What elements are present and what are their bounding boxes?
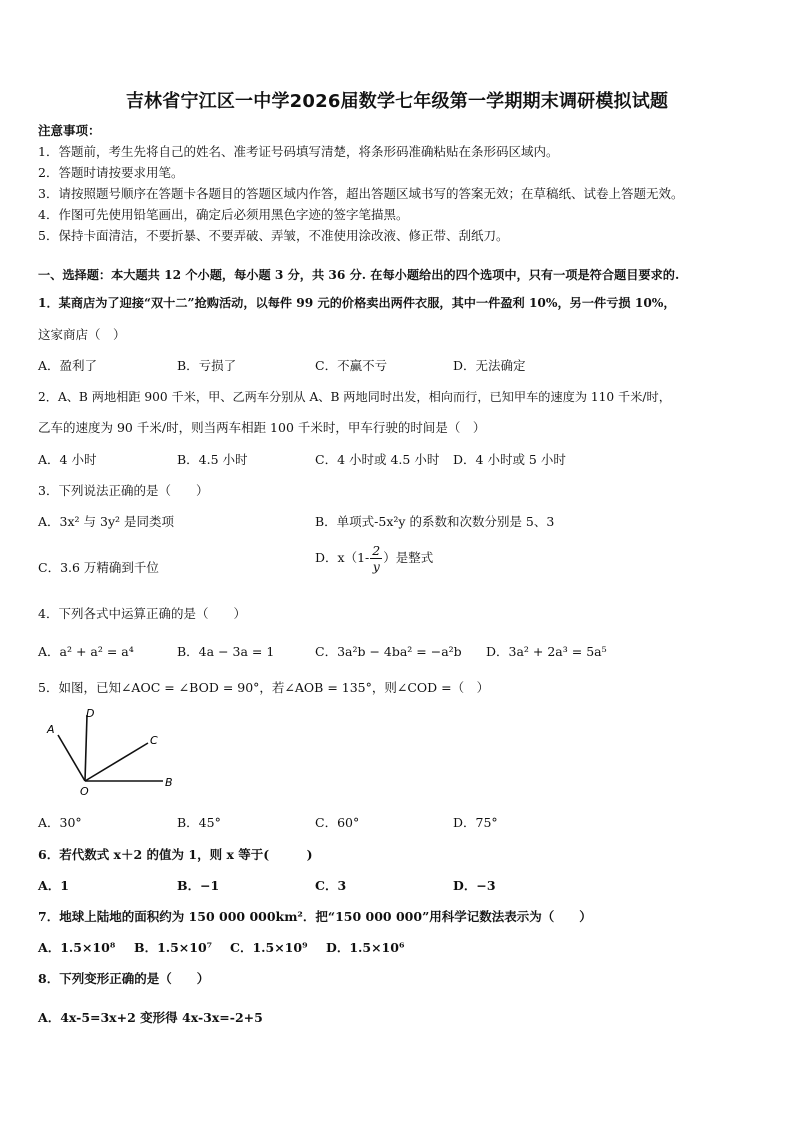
q7-option-b: B．1.5×10⁷ [134,940,213,955]
q3-option-c: C．3.6 万精确到千位 [38,560,159,575]
label-d: D [86,707,95,720]
notice-item: 5．保持卡面清洁，不要折暴、不要弄破、弄皱，不准使用涂改液、修正带、刮纸刀。 [38,228,509,243]
notice-heading: 注意事项： [38,123,101,138]
notice-item: 3．请按照题号顺序在答题卡各题目的答题区域内作答，超出答题区域书写的答案无效；在草稿纸、试卷上答题无效。 [38,186,684,201]
q6-option-a: A．1 [38,878,69,893]
page-title: 吉林省宁江区一中学2026届数学七年级第一学期期末调研模拟试题 [125,91,669,112]
q1-option-d: D．无法确定 [453,358,526,373]
ray-oc [85,743,148,781]
question-2-stem: 2．A、B 两地相距 900 千米，甲、乙两车分别从 A、B 两地同时出发，相向而行，已知甲车的速度为 110 千米/时， [38,390,671,404]
q8-option-a: A．4x-5=3x+2 变形得 4x-3x=-2+5 [38,1010,263,1025]
q5-option-d: D．75° [453,815,498,830]
q6-option-d: D．−3 [453,878,496,893]
q5-option-c: C．60° [315,815,360,830]
q5-option-b: B．45° [177,815,221,830]
q1-option-b: B．亏损了 [177,358,237,373]
fraction-denominator: y [372,559,380,574]
q3-option-d-prefix: D．x（1- [315,550,370,565]
q3-option-d-suffix: ）是整式 [383,550,434,565]
section-heading: 一、选择题：本大题共 12 个小题，每小题 3 分，共 36 分. 在每小题给出的四个选项中，只有一项是符合题目要求的. [38,268,680,282]
q3-option-a: A．3x² 与 3y² 是同类项 [38,514,174,529]
question-1-stem: 1．某商店为了迎接“双十二”抢购活动，以每件 99 元的价格卖出两件衣服，其中一件盈利 10%，另一件亏损 10%， [38,296,676,310]
q6-option-b: B．−1 [177,878,220,893]
q3-option-d-fraction [370,543,382,574]
q2-option-c: C．4 小时或 4.5 小时 [315,452,440,467]
ray-oa [58,735,85,781]
q5-option-a: A．30° [38,815,82,830]
q7-option-c: C．1.5×10⁹ [230,940,308,955]
q1-option-c: C．不赢不亏 [315,358,388,373]
label-b: B [165,776,173,789]
q4-option-c: C．3a²b − 4ba² = −a²b [315,644,462,659]
label-c: C [150,734,158,747]
label-a: A [47,723,55,736]
q2-option-d: D．4 小时或 5 小时 [453,452,566,467]
q4-option-b: B．4a − 3a = 1 [177,644,275,659]
angle-figure [40,703,190,798]
label-o: O [80,785,89,798]
q2-option-b: B．4.5 小时 [177,452,248,467]
q2-option-a: A．4 小时 [38,452,97,467]
question-8-stem: 8．下列变形正确的是（ ） [38,971,210,986]
question-4-stem: 4．下列各式中运算正确的是（ ） [38,606,246,621]
notice-item: 2．答题时请按要求用笔。 [38,165,184,180]
ray-od [85,715,87,781]
question-1-stem-cont: 这家商店（ ） [38,327,126,342]
question-3-stem: 3．下列说法正确的是（ ） [38,483,209,498]
q4-option-d: D．3a² + 2a³ = 5a⁵ [486,644,607,659]
q7-option-a: A．1.5×10⁸ [38,940,116,955]
question-6-stem: 6．若代数式 x＋2 的值为 1，则 x 等于( ) [38,847,313,862]
notice-item: 4．作图可先使用铅笔画出，确定后必须用黑色字迹的签字笔描黑。 [38,207,409,222]
question-7-stem: 7．地球上陆地的面积约为 150 000 000km²．把“150 000 000”用科学记数法表示为（ ） [38,909,592,924]
q3-option-d [315,543,433,574]
fraction-numerator: 2 [372,543,381,558]
q6-option-c: C．3 [315,878,347,893]
question-2-stem-cont: 乙车的速度为 90 千米/时，则当两车相距 100 千米时，甲车行驶的时间是（ ） [38,420,486,435]
question-5-stem: 5．如图，已知∠AOC = ∠BOD = 90°，若∠AOB = 135°，则∠COD =（ ） [38,680,490,695]
q1-option-a: A．盈利了 [38,358,98,373]
q7-option-d: D．1.5×10⁶ [326,940,405,955]
q4-option-a: A．a² + a² = a⁴ [38,644,134,659]
notice-item: 1．答题前，考生先将自己的姓名、准考证号码填写清楚，将条形码准确粘贴在条形码区域内。 [38,144,559,159]
q3-option-b: B．单项式-5x²y 的系数和次数分别是 5、3 [315,514,555,529]
